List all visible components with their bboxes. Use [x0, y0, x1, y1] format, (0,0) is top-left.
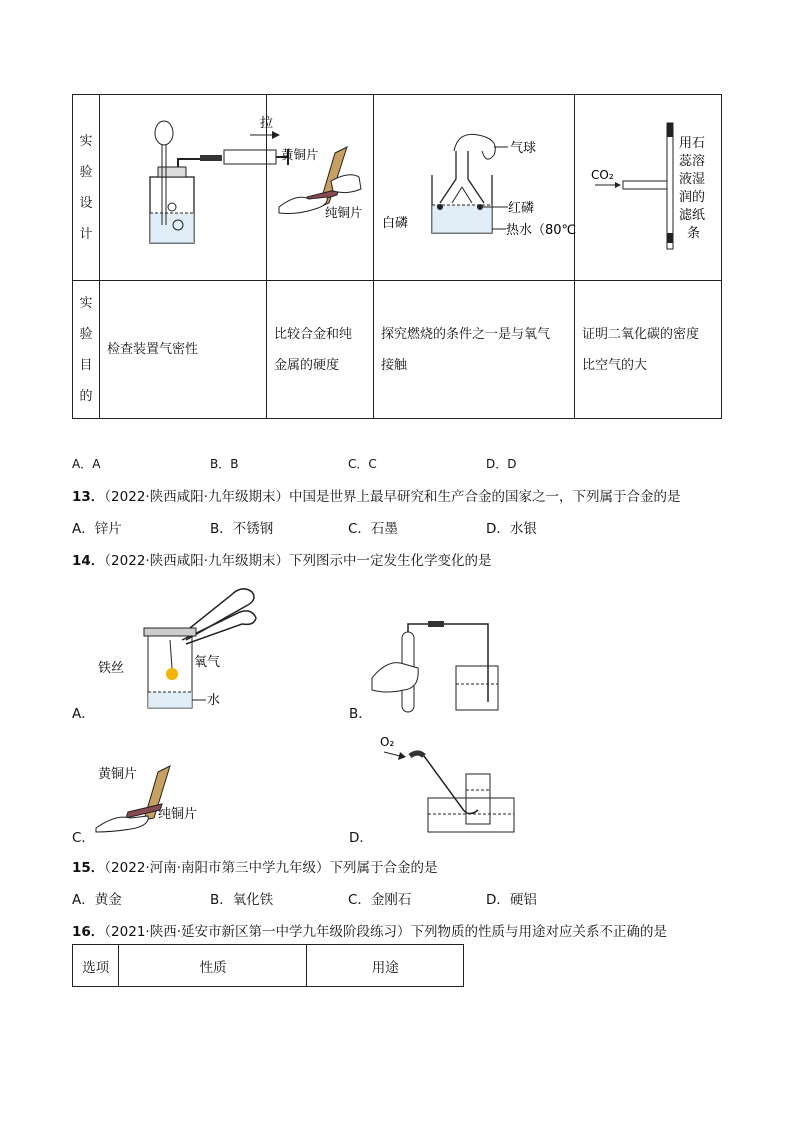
airtightness-apparatus-figure: [100, 95, 274, 276]
purpose-text: 探究燃烧的条件之一是与氧气: [381, 326, 551, 342]
q15-option-d[interactable]: D．硬铝: [486, 892, 537, 908]
q14-option-d[interactable]: D．: [349, 830, 373, 846]
row-header-purpose: [73, 281, 100, 419]
label-co2: CO₂: [591, 168, 614, 182]
row-header-char: 设: [79, 195, 93, 211]
q14-option-a[interactable]: A．: [72, 706, 95, 722]
header-usage: 用途: [307, 945, 464, 987]
q13-option-a[interactable]: A．锌片: [72, 521, 122, 537]
combustion-apparatus-figure: [374, 95, 577, 276]
row-header-char: 目: [79, 357, 93, 373]
label-water: 水: [207, 693, 221, 708]
question-source: （2021·陕西·延安市新区第一中学九年级阶段练习）: [104, 924, 411, 940]
purpose-text: 接触: [381, 357, 408, 373]
q14-figure-c: [92, 758, 212, 832]
purpose-text: 检查装置气密性: [107, 342, 199, 357]
label-oxygen: 氧气: [194, 655, 221, 670]
design-cell-d: [575, 95, 722, 281]
purpose-cell-d: [575, 281, 722, 419]
question-number: 14．: [72, 553, 105, 569]
design-cell-b: [267, 95, 374, 281]
co2-density-figure: [575, 95, 721, 276]
q12-option-c[interactable]: C．C: [348, 457, 377, 471]
q15-stem: [72, 856, 438, 876]
question-number: 16．: [72, 924, 105, 940]
q16-table: [72, 944, 464, 987]
purpose-cell-b: [267, 281, 374, 419]
label-litmus-paper: [679, 136, 705, 241]
label-balloon: 气球: [510, 141, 537, 156]
q14-figure-a: [90, 582, 270, 716]
row-header-design: [73, 95, 100, 281]
row-header-char: 的: [79, 388, 93, 404]
row-header-char: 验: [79, 326, 93, 342]
header-option: 选项: [73, 945, 119, 987]
label-pure-copper: 纯铜片: [158, 807, 198, 822]
label-o2: O₂: [380, 735, 395, 749]
label-line: 蕊溶: [679, 154, 706, 169]
q14-figure-d: [376, 734, 526, 834]
design-cell-c: [374, 95, 575, 281]
label-hot-water: 热水（80℃: [506, 223, 577, 238]
q13-option-c[interactable]: C．石墨: [348, 521, 398, 537]
q13-option-b[interactable]: B．不锈钢: [210, 521, 274, 537]
purpose-text: 证明二氧化碳的密度: [582, 326, 700, 342]
q14-option-b[interactable]: B．: [349, 706, 372, 722]
row-header-char: 实: [79, 295, 93, 311]
q12-experiment-table: [72, 94, 722, 419]
row-header-char: 验: [79, 164, 93, 180]
label-pull: 拉: [260, 116, 274, 131]
q14-option-c[interactable]: C．: [72, 830, 95, 846]
question-stem: 下列图示中一定发生化学变化的是: [289, 553, 492, 569]
q12-option-a[interactable]: A．A: [72, 457, 101, 471]
q15-option-c[interactable]: C．金刚石: [348, 892, 412, 908]
purpose-cell-c: [374, 281, 575, 419]
q14-figure-b: [368, 618, 518, 718]
q12-option-d[interactable]: D．D: [486, 457, 517, 471]
label-pure-copper: 纯铜片: [325, 205, 363, 220]
q13-option-d[interactable]: D．水银: [486, 521, 537, 537]
label-line: 滤纸: [679, 208, 706, 223]
purpose-cell-a: [100, 281, 267, 419]
q15-option-a[interactable]: A．黄金: [72, 892, 122, 908]
question-source: （2022·陕西咸阳·九年级期末）: [104, 489, 289, 505]
row-header-char: 实: [79, 133, 93, 149]
label-brass: 黄铜片: [281, 147, 319, 162]
label-red-phosphorus: 红磷: [508, 201, 535, 216]
q15-option-b[interactable]: B．氧化铁: [210, 892, 274, 908]
row-header-char: 计: [79, 226, 93, 242]
label-white-phosphorus: 白磷: [382, 216, 409, 231]
question-number: 13．: [72, 489, 105, 505]
question-stem: 下列物质的性质与用途对应关系不正确的是: [410, 924, 667, 940]
question-stem: 中国是世界上最早研究和生产合金的国家之一，下列属于合金的是: [289, 489, 681, 505]
design-cell-a: [100, 95, 274, 281]
q14-stem: [72, 549, 492, 569]
question-number: 15．: [72, 860, 105, 876]
brass-scratch-figure: [267, 95, 373, 276]
label-brass: 黄铜片: [98, 767, 138, 782]
q12-option-b[interactable]: B．B: [210, 457, 239, 471]
purpose-text: 金属的硬度: [274, 357, 340, 373]
q16-stem: [72, 920, 667, 940]
label-line: 条: [687, 226, 701, 241]
q13-stem: [72, 485, 681, 505]
question-source: （2022·陕西咸阳·九年级期末）: [104, 553, 289, 569]
label-line: 液湿: [679, 172, 706, 187]
purpose-text: 比空气的大: [582, 357, 648, 373]
purpose-text: 比较合金和纯: [274, 326, 353, 342]
label-line: 用石: [679, 136, 706, 151]
label-line: 润的: [679, 190, 706, 205]
question-source: （2022·河南·南阳市第三中学九年级）: [104, 860, 330, 876]
label-iron-wire: 铁丝: [98, 661, 125, 676]
header-property: 性质: [119, 945, 307, 987]
question-stem: 下列属于合金的是: [329, 860, 438, 876]
